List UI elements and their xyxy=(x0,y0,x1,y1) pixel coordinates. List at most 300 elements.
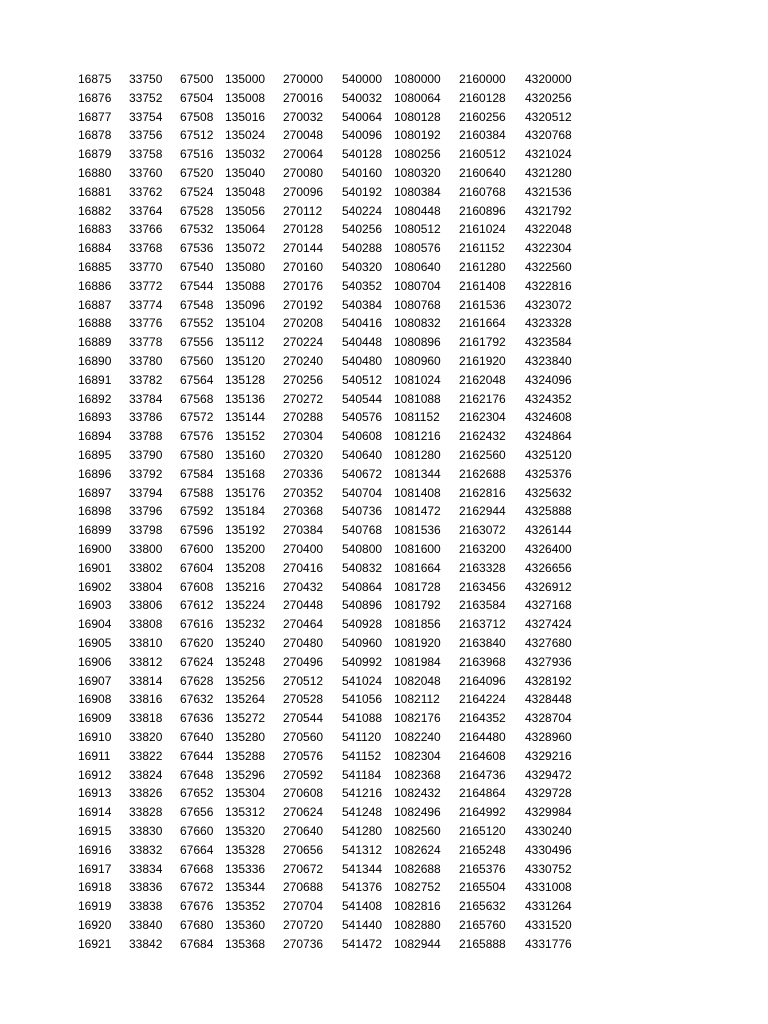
table-cell: 2165760 xyxy=(459,918,506,932)
table-cell: 270448 xyxy=(283,598,324,613)
table-cell: 4331264 xyxy=(525,899,572,914)
table-cell: 33822 xyxy=(129,748,163,763)
table-cell: 16885 xyxy=(78,260,112,274)
table-cell: 67508 xyxy=(180,109,214,124)
table-row xyxy=(0,841,768,859)
table-cell: 4331520 xyxy=(525,918,572,932)
table-cell: 33818 xyxy=(129,711,163,726)
table-cell: 540960 xyxy=(342,636,383,650)
table-cell: 135320 xyxy=(225,824,266,838)
table-cell: 16917 xyxy=(78,861,112,876)
table-cell: 270656 xyxy=(283,842,324,857)
table-cell: 1080960 xyxy=(394,354,441,368)
table-cell: 270032 xyxy=(283,109,324,124)
table-cell: 1081920 xyxy=(394,636,441,650)
table-cell: 4324096 xyxy=(525,372,572,387)
table-cell: 1081344 xyxy=(394,466,441,481)
table-cell: 270320 xyxy=(283,448,324,462)
table-cell: 4324352 xyxy=(525,391,572,406)
table-cell: 67552 xyxy=(180,316,214,331)
table-cell: 4320768 xyxy=(525,128,572,143)
table-cell: 1082880 xyxy=(394,918,441,932)
table-cell: 33776 xyxy=(129,316,163,331)
table-cell: 16886 xyxy=(78,278,112,293)
table-cell: 540480 xyxy=(342,354,383,368)
table-cell: 540416 xyxy=(342,316,383,331)
table-cell: 2162816 xyxy=(459,485,506,500)
table-cell: 67600 xyxy=(180,542,214,556)
table-row xyxy=(0,822,768,840)
table-cell: 16913 xyxy=(78,786,112,801)
table-cell: 1082816 xyxy=(394,899,441,914)
table-cell: 4327936 xyxy=(525,654,572,669)
table-cell: 67684 xyxy=(180,936,214,951)
table-cell: 1080512 xyxy=(394,222,441,237)
table-cell: 135200 xyxy=(225,542,266,556)
table-cell: 67516 xyxy=(180,147,214,162)
table-cell: 67608 xyxy=(180,579,214,594)
table-cell: 1082944 xyxy=(394,936,441,951)
table-cell: 135272 xyxy=(225,711,266,726)
table-cell: 135368 xyxy=(225,936,266,951)
table-cell: 540384 xyxy=(342,297,383,312)
table-cell: 135176 xyxy=(225,485,266,500)
table-cell: 4325120 xyxy=(525,448,572,462)
table-cell: 270496 xyxy=(283,654,324,669)
table-row xyxy=(0,371,768,389)
table-cell: 2160768 xyxy=(459,184,506,199)
table-cell: 1082752 xyxy=(394,880,441,895)
table-cell: 2161920 xyxy=(459,354,506,368)
table-cell: 33752 xyxy=(129,90,163,105)
table-cell: 541056 xyxy=(342,692,383,707)
table-cell: 2162560 xyxy=(459,448,506,462)
table-cell: 541344 xyxy=(342,861,383,876)
table-cell: 2160128 xyxy=(459,90,506,105)
table-cell: 540448 xyxy=(342,335,383,350)
table-cell: 135072 xyxy=(225,241,266,256)
table-cell: 1082624 xyxy=(394,842,441,857)
table-cell: 540544 xyxy=(342,391,383,406)
table-cell: 16910 xyxy=(78,730,112,744)
table-cell: 540512 xyxy=(342,372,383,387)
table-cell: 135184 xyxy=(225,504,266,519)
table-cell: 4322560 xyxy=(525,260,572,274)
table-row xyxy=(0,220,768,238)
table-cell: 540064 xyxy=(342,109,383,124)
table-cell: 2161664 xyxy=(459,316,506,331)
table-cell: 540640 xyxy=(342,448,383,462)
table-cell: 16896 xyxy=(78,466,112,481)
table-row xyxy=(0,239,768,257)
table-cell: 16884 xyxy=(78,241,112,256)
table-cell: 540352 xyxy=(342,278,383,293)
table-cell: 2161152 xyxy=(459,241,505,256)
table-cell: 67652 xyxy=(180,786,214,801)
table-row xyxy=(0,465,768,483)
table-cell: 135336 xyxy=(225,861,266,876)
table-cell: 67540 xyxy=(180,260,214,274)
table-cell: 135288 xyxy=(225,748,266,763)
table-cell: 67544 xyxy=(180,278,214,293)
table-cell: 16918 xyxy=(78,880,112,895)
table-cell: 1081216 xyxy=(394,429,441,444)
table-cell: 1081536 xyxy=(394,523,441,538)
table-cell: 270192 xyxy=(283,297,324,312)
table-cell: 16890 xyxy=(78,354,112,368)
table-cell: 4331008 xyxy=(525,880,572,895)
table-cell: 270368 xyxy=(283,504,324,519)
table-cell: 135264 xyxy=(225,692,266,707)
table-cell: 4325888 xyxy=(525,504,572,519)
table-cell: 4320256 xyxy=(525,90,572,105)
table-cell: 2163328 xyxy=(459,560,506,575)
table-cell: 2160512 xyxy=(459,147,506,162)
table-cell: 33808 xyxy=(129,617,163,632)
table-row xyxy=(0,277,768,295)
table-cell: 135304 xyxy=(225,786,266,801)
table-row xyxy=(0,935,768,953)
table-cell: 1081280 xyxy=(394,448,441,462)
table-cell: 67512 xyxy=(180,128,214,143)
table-cell: 270400 xyxy=(283,542,324,556)
table-cell: 67528 xyxy=(180,203,214,218)
table-cell: 67572 xyxy=(180,410,214,425)
table-cell: 270128 xyxy=(283,222,324,237)
table-cell: 33794 xyxy=(129,485,163,500)
table-cell: 16901 xyxy=(78,560,112,575)
table-cell: 540160 xyxy=(342,166,383,180)
table-row xyxy=(0,446,768,464)
table-cell: 135128 xyxy=(225,372,266,387)
table-cell: 67576 xyxy=(180,429,214,444)
table-cell: 2163072 xyxy=(459,523,506,538)
table-cell: 540896 xyxy=(342,598,383,613)
table-row xyxy=(0,709,768,727)
table-cell: 67668 xyxy=(180,861,214,876)
table-cell: 2164352 xyxy=(459,711,506,726)
table-cell: 4331776 xyxy=(525,936,572,951)
table-cell: 4321536 xyxy=(525,184,572,199)
table-cell: 270416 xyxy=(283,560,324,575)
table-cell: 2163584 xyxy=(459,598,506,613)
table-cell: 1082176 xyxy=(394,711,441,726)
table-cell: 4324864 xyxy=(525,429,572,444)
table-cell: 270272 xyxy=(283,391,324,406)
table-cell: 2165504 xyxy=(459,880,506,895)
table-cell: 270064 xyxy=(283,147,324,162)
table-cell: 2160000 xyxy=(459,72,506,86)
table-row xyxy=(0,747,768,765)
table-cell: 16893 xyxy=(78,410,112,425)
table-cell: 540672 xyxy=(342,466,383,481)
table-cell: 135104 xyxy=(225,316,266,331)
table-cell: 33798 xyxy=(129,523,163,538)
table-cell: 67660 xyxy=(180,824,214,838)
table-cell: 541472 xyxy=(342,936,383,951)
table-cell: 16907 xyxy=(78,673,112,688)
table-cell: 67592 xyxy=(180,504,214,519)
table-cell: 33780 xyxy=(129,354,163,368)
table-cell: 540832 xyxy=(342,560,383,575)
table-cell: 2160256 xyxy=(459,109,506,124)
table-cell: 4321280 xyxy=(525,166,572,180)
table-cell: 1081088 xyxy=(394,391,441,406)
table-cell: 135240 xyxy=(225,636,266,650)
table-cell: 16903 xyxy=(78,598,112,613)
table-cell: 16905 xyxy=(78,636,112,650)
table-row xyxy=(0,183,768,201)
table-row xyxy=(0,728,768,746)
table-row xyxy=(0,164,768,182)
table-cell: 4322304 xyxy=(525,241,572,256)
table-cell: 67624 xyxy=(180,654,214,669)
table-row xyxy=(0,784,768,802)
table-cell: 16900 xyxy=(78,542,112,556)
table-cell: 1081024 xyxy=(394,372,441,387)
table-cell: 4329984 xyxy=(525,805,572,820)
table-row xyxy=(0,333,768,351)
table-cell: 270336 xyxy=(283,466,324,481)
table-cell: 16897 xyxy=(78,485,112,500)
table-cell: 16914 xyxy=(78,805,112,820)
table-cell: 33804 xyxy=(129,579,163,594)
table-cell: 16879 xyxy=(78,147,112,162)
table-cell: 2163712 xyxy=(459,617,506,632)
table-cell: 541184 xyxy=(342,767,382,782)
table-cell: 541152 xyxy=(342,748,382,763)
table-cell: 67620 xyxy=(180,636,214,650)
table-cell: 2165632 xyxy=(459,899,506,914)
table-cell: 67672 xyxy=(180,880,214,895)
table-cell: 135008 xyxy=(225,90,266,105)
table-cell: 2162688 xyxy=(459,466,506,481)
table-cell: 2161408 xyxy=(459,278,506,293)
table-cell: 33754 xyxy=(129,109,163,124)
table-cell: 4322816 xyxy=(525,278,572,293)
table-cell: 541280 xyxy=(342,824,383,838)
table-cell: 270176 xyxy=(283,278,324,293)
table-cell: 540192 xyxy=(342,184,383,199)
table-cell: 270288 xyxy=(283,410,324,425)
table-cell: 33816 xyxy=(129,692,163,707)
table-cell: 135000 xyxy=(225,72,266,86)
table-cell: 1082432 xyxy=(394,786,441,801)
table-cell: 67644 xyxy=(180,748,214,763)
table-cell: 135352 xyxy=(225,899,266,914)
table-cell: 4323584 xyxy=(525,335,572,350)
table-cell: 270304 xyxy=(283,429,324,444)
table-cell: 135160 xyxy=(225,448,266,462)
table-cell: 135024 xyxy=(225,128,266,143)
table-cell: 16902 xyxy=(78,579,112,594)
table-cell: 541088 xyxy=(342,711,383,726)
table-cell: 270112 xyxy=(283,203,323,218)
table-row xyxy=(0,258,768,276)
table-row xyxy=(0,615,768,633)
table-row xyxy=(0,502,768,520)
table-cell: 4327168 xyxy=(525,598,572,613)
table-cell: 270016 xyxy=(283,90,324,105)
table-cell: 4329472 xyxy=(525,767,572,782)
table-cell: 4326912 xyxy=(525,579,572,594)
table-cell: 135048 xyxy=(225,184,266,199)
table-cell: 4328960 xyxy=(525,730,572,744)
table-cell: 270640 xyxy=(283,824,324,838)
table-cell: 1081600 xyxy=(394,542,441,556)
table-cell: 33814 xyxy=(129,673,163,688)
table-cell: 540864 xyxy=(342,579,383,594)
table-cell: 135136 xyxy=(225,391,266,406)
table-cell: 2160896 xyxy=(459,203,506,218)
table-cell: 1081728 xyxy=(394,579,441,594)
table-cell: 2162304 xyxy=(459,410,506,425)
table-cell: 270352 xyxy=(283,485,324,500)
table-cell: 540608 xyxy=(342,429,383,444)
table-cell: 270000 xyxy=(283,72,324,86)
table-cell: 33826 xyxy=(129,786,163,801)
table-cell: 135280 xyxy=(225,730,266,744)
table-cell: 33802 xyxy=(129,560,163,575)
table-cell: 540288 xyxy=(342,241,383,256)
table-cell: 270608 xyxy=(283,786,324,801)
table-cell: 135248 xyxy=(225,654,266,669)
table-cell: 270160 xyxy=(283,260,324,274)
table-cell: 16894 xyxy=(78,429,112,444)
table-cell: 67560 xyxy=(180,354,214,368)
table-cell: 270480 xyxy=(283,636,324,650)
table-cell: 33836 xyxy=(129,880,163,895)
table-cell: 33764 xyxy=(129,203,163,218)
table-cell: 33832 xyxy=(129,842,163,857)
table-cell: 540576 xyxy=(342,410,383,425)
table-cell: 4321024 xyxy=(525,147,572,162)
table-cell: 67604 xyxy=(180,560,214,575)
table-cell: 4327424 xyxy=(525,617,572,632)
table-row xyxy=(0,578,768,596)
table-cell: 135088 xyxy=(225,278,266,293)
table-cell: 67520 xyxy=(180,166,214,180)
table-row xyxy=(0,126,768,144)
table-row xyxy=(0,521,768,539)
table-cell: 67664 xyxy=(180,842,214,857)
table-cell: 1080576 xyxy=(394,241,441,256)
table-cell: 1082368 xyxy=(394,767,441,782)
table-cell: 270144 xyxy=(283,241,324,256)
table-cell: 67532 xyxy=(180,222,214,237)
table-cell: 1080000 xyxy=(394,72,441,86)
table-cell: 4323840 xyxy=(525,354,572,368)
table-row xyxy=(0,634,768,652)
table-cell: 270224 xyxy=(283,335,324,350)
table-row xyxy=(0,860,768,878)
table-cell: 16878 xyxy=(78,128,112,143)
table-row xyxy=(0,89,768,107)
table-cell: 16908 xyxy=(78,692,112,707)
table-cell: 270576 xyxy=(283,748,324,763)
table-cell: 135032 xyxy=(225,147,266,162)
table-cell: 67548 xyxy=(180,297,214,312)
table-cell: 33812 xyxy=(129,654,163,669)
table-cell: 4329728 xyxy=(525,786,572,801)
table-cell: 33768 xyxy=(129,241,163,256)
table-cell: 33774 xyxy=(129,297,163,312)
table-cell: 33792 xyxy=(129,466,163,481)
table-cell: 16906 xyxy=(78,654,112,669)
table-cell: 33778 xyxy=(129,335,163,350)
table-cell: 67580 xyxy=(180,448,214,462)
table-cell: 33766 xyxy=(129,222,163,237)
table-cell: 1080768 xyxy=(394,297,441,312)
table-cell: 4330240 xyxy=(525,824,572,838)
table-cell: 1080192 xyxy=(394,128,441,143)
table-cell: 1082496 xyxy=(394,805,441,820)
table-cell: 2165376 xyxy=(459,861,506,876)
table-cell: 2163456 xyxy=(459,579,506,594)
table-cell: 67640 xyxy=(180,730,214,744)
table-cell: 16916 xyxy=(78,842,112,857)
table-cell: 540992 xyxy=(342,654,383,669)
table-cell: 33760 xyxy=(129,166,163,180)
table-cell: 135208 xyxy=(225,560,266,575)
table-cell: 16898 xyxy=(78,504,112,519)
table-row xyxy=(0,897,768,915)
table-cell: 135120 xyxy=(225,354,266,368)
table-cell: 4320512 xyxy=(525,109,572,124)
table-cell: 4328192 xyxy=(525,673,572,688)
table-cell: 2165248 xyxy=(459,842,506,857)
table-cell: 16889 xyxy=(78,335,112,350)
table-cell: 541024 xyxy=(342,673,383,688)
table-cell: 16882 xyxy=(78,203,112,218)
table-cell: 135080 xyxy=(225,260,266,274)
table-cell: 1082240 xyxy=(394,730,441,744)
table-cell: 16915 xyxy=(78,824,112,838)
table-cell: 2163840 xyxy=(459,636,506,650)
table-cell: 540704 xyxy=(342,485,383,500)
table-cell: 1080320 xyxy=(394,166,441,180)
table-cell: 135144 xyxy=(225,410,266,425)
table-cell: 2160640 xyxy=(459,166,506,180)
table-cell: 270384 xyxy=(283,523,324,538)
table-cell: 2162944 xyxy=(459,504,506,519)
table-cell: 33830 xyxy=(129,824,163,838)
table-cell: 4326400 xyxy=(525,542,572,556)
table-cell: 16909 xyxy=(78,711,112,726)
table-cell: 1081664 xyxy=(394,560,441,575)
table-cell: 540768 xyxy=(342,523,383,538)
table-cell: 4324608 xyxy=(525,410,572,425)
table-cell: 1080448 xyxy=(394,203,441,218)
table-cell: 67564 xyxy=(180,372,214,387)
table-cell: 33790 xyxy=(129,448,163,462)
table-cell: 67524 xyxy=(180,184,214,199)
table-cell: 16888 xyxy=(78,316,112,331)
table-cell: 1080256 xyxy=(394,147,441,162)
table-cell: 270512 xyxy=(283,673,324,688)
table-cell: 2162176 xyxy=(459,391,506,406)
table-cell: 16921 xyxy=(78,936,112,951)
table-cell: 4329216 xyxy=(525,748,572,763)
table-cell: 1082560 xyxy=(394,824,441,838)
table-cell: 541312 xyxy=(342,842,383,857)
table-cell: 16912 xyxy=(78,767,112,782)
table-cell: 67648 xyxy=(180,767,214,782)
table-cell: 16876 xyxy=(78,90,112,105)
table-cell: 540256 xyxy=(342,222,383,237)
table-cell: 16920 xyxy=(78,918,112,932)
table-row xyxy=(0,408,768,426)
